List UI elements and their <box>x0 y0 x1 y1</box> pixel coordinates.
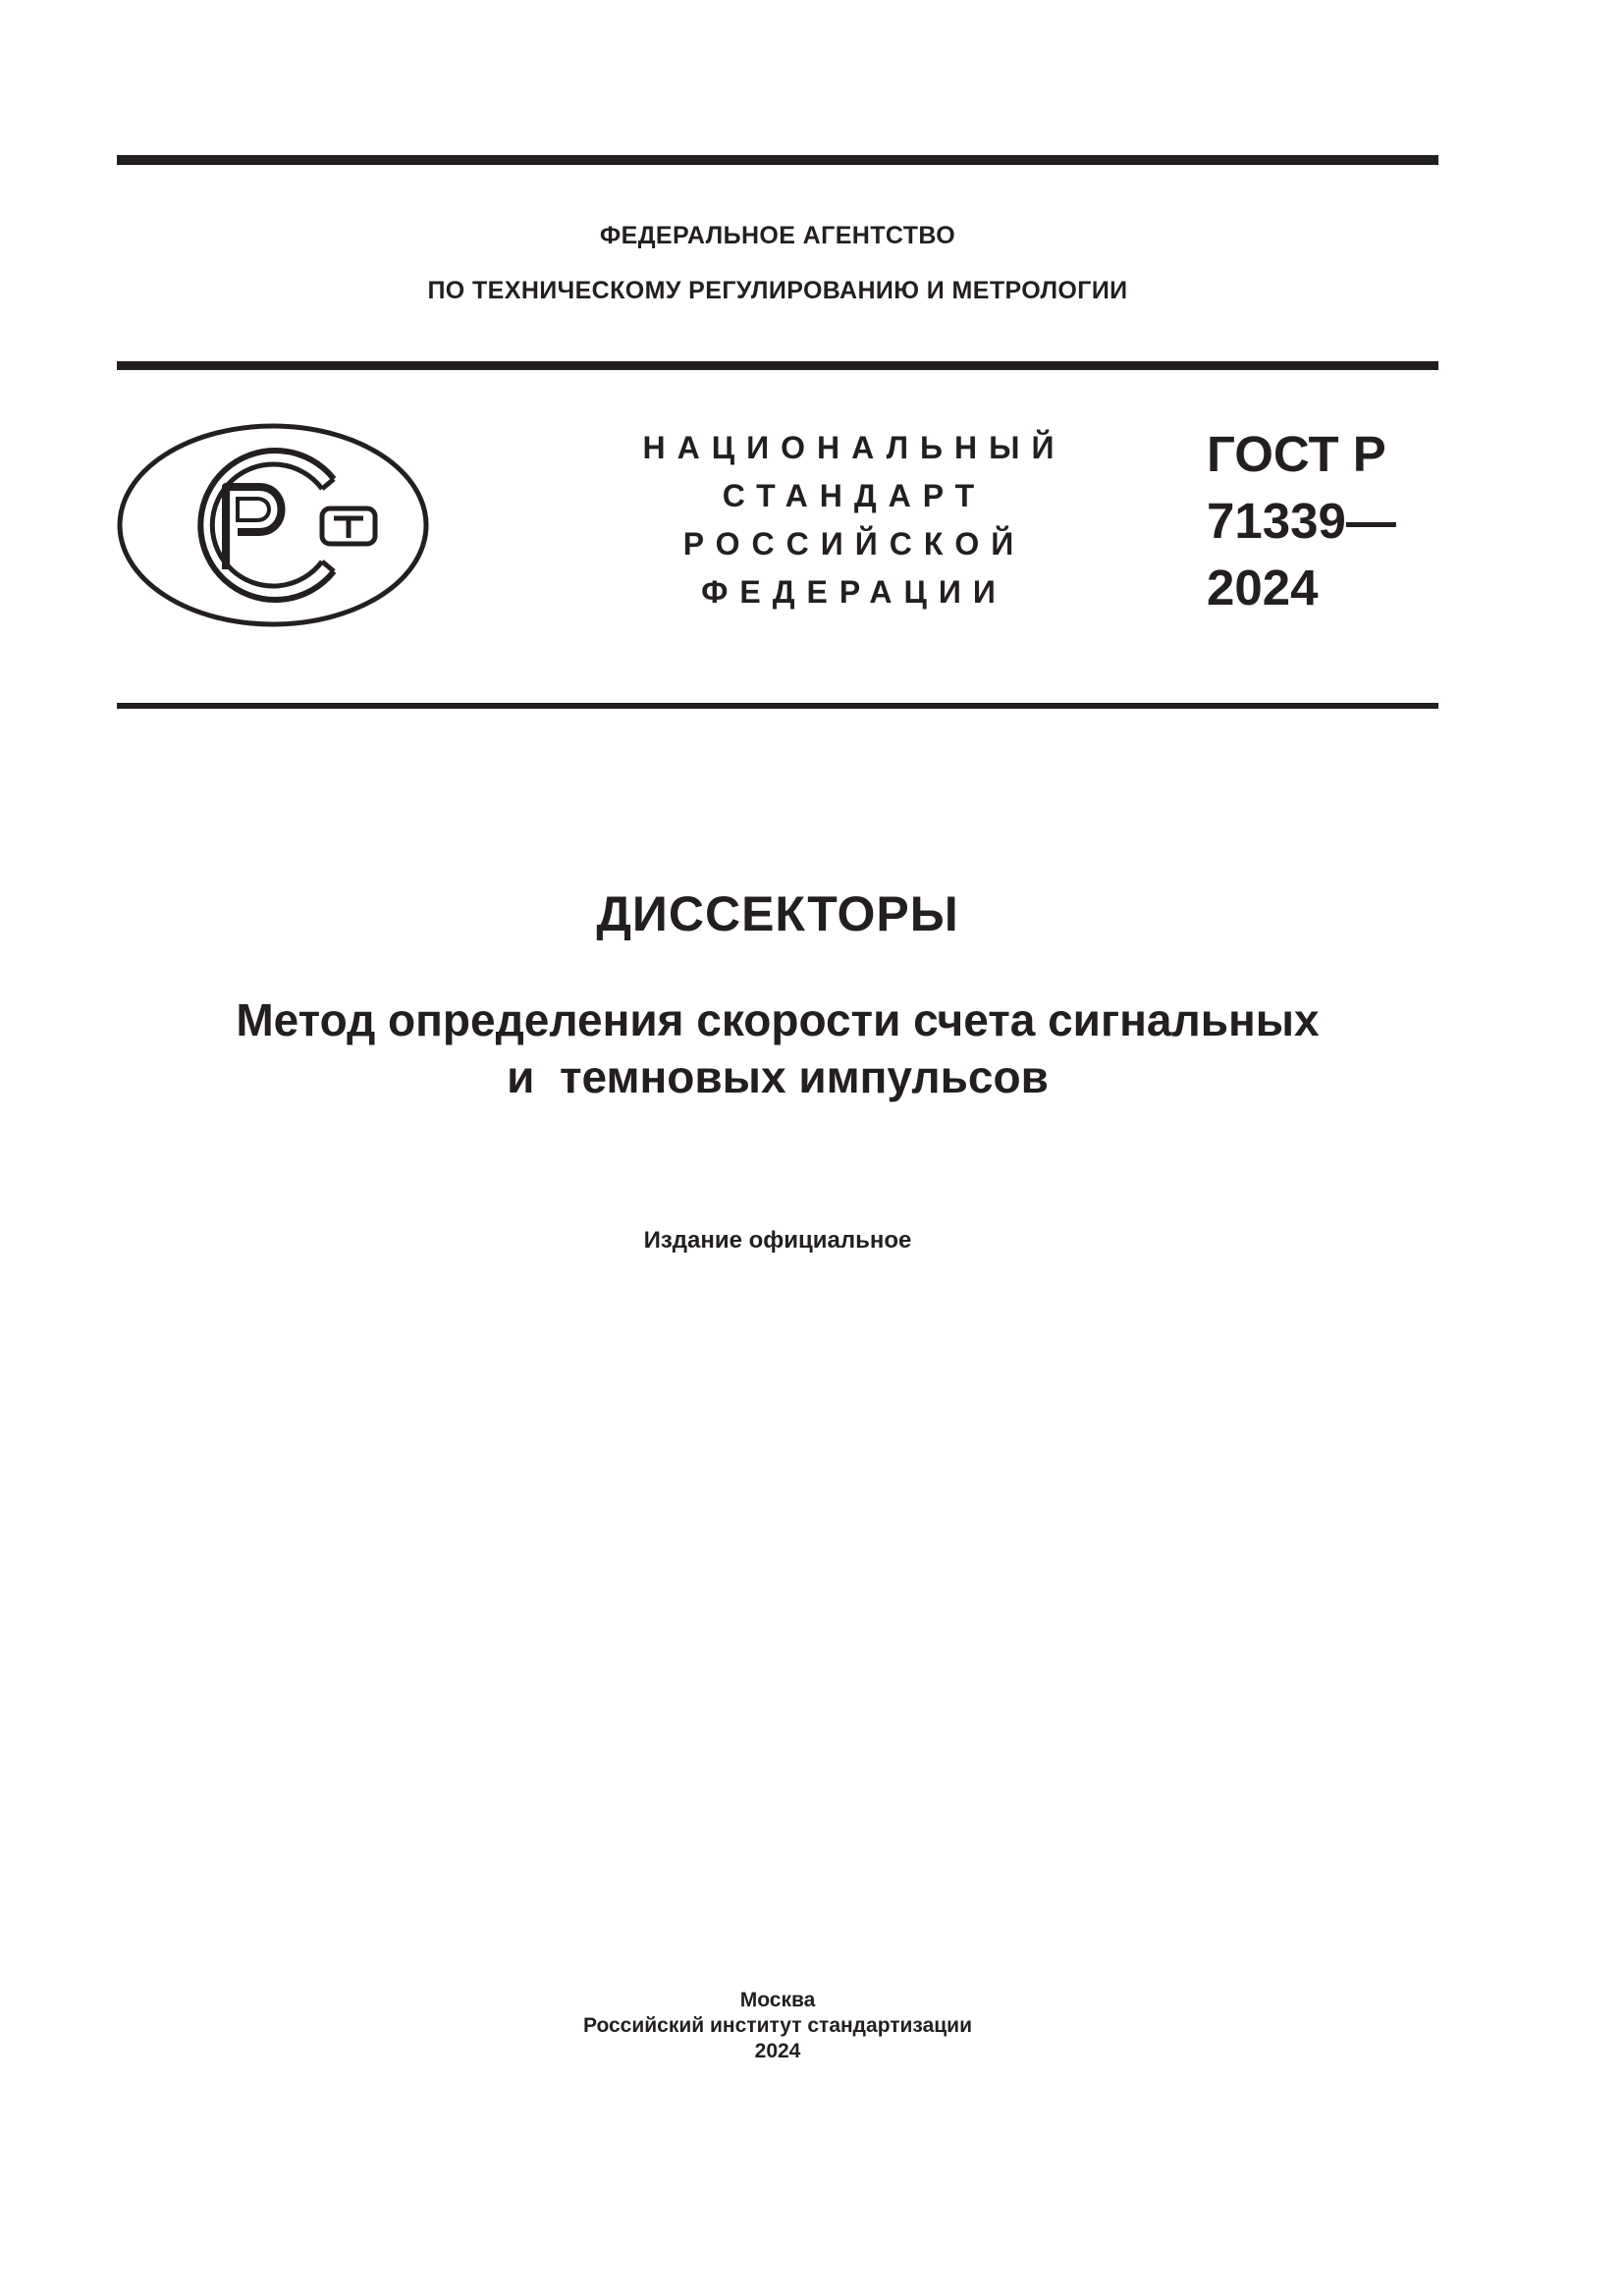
designation-line2: 71339— <box>1207 493 1396 549</box>
standard-type-line2: СТАНДАРТ <box>722 478 987 513</box>
standard-type-line1: НАЦИОНАЛЬНЫЙ <box>642 430 1066 465</box>
standard-designation <box>1207 421 1396 621</box>
publication-imprint <box>117 1988 1438 2064</box>
agency-name-line1: ФЕДЕРАЛЬНОЕ АГЕНТСТВО <box>599 222 956 249</box>
bottom-rule <box>117 703 1438 709</box>
standard-type-block <box>589 424 1119 616</box>
middle-rule <box>117 361 1438 370</box>
edition-note: Издание официальное <box>643 1227 912 1254</box>
document-title: ДИССЕКТОРЫ <box>596 886 959 941</box>
subtitle-line2: и темновых импульсов <box>507 1051 1049 1102</box>
agency-name-line2: ПО ТЕХНИЧЕСКОМУ РЕГУЛИРОВАНИЮ И МЕТРОЛОГИИ <box>427 277 1128 304</box>
imprint-year: 2024 <box>754 2040 801 2062</box>
imprint-publisher: Российский институт стандартизации <box>582 2014 973 2037</box>
subtitle-line1: Метод определения скорости счета сигнальных <box>236 994 1320 1045</box>
designation-line1: ГОСТ Р <box>1207 426 1386 482</box>
designation-line3: 2024 <box>1207 560 1319 615</box>
standard-type-line3: РОССИЙСКОЙ <box>682 526 1026 561</box>
imprint-city: Москва <box>739 1989 816 2011</box>
document-subtitle <box>117 991 1438 1105</box>
standard-type-line4: ФЕДЕРАЦИИ <box>701 574 1007 610</box>
rst-certification-mark-icon <box>116 422 430 628</box>
top-rule <box>117 155 1438 165</box>
